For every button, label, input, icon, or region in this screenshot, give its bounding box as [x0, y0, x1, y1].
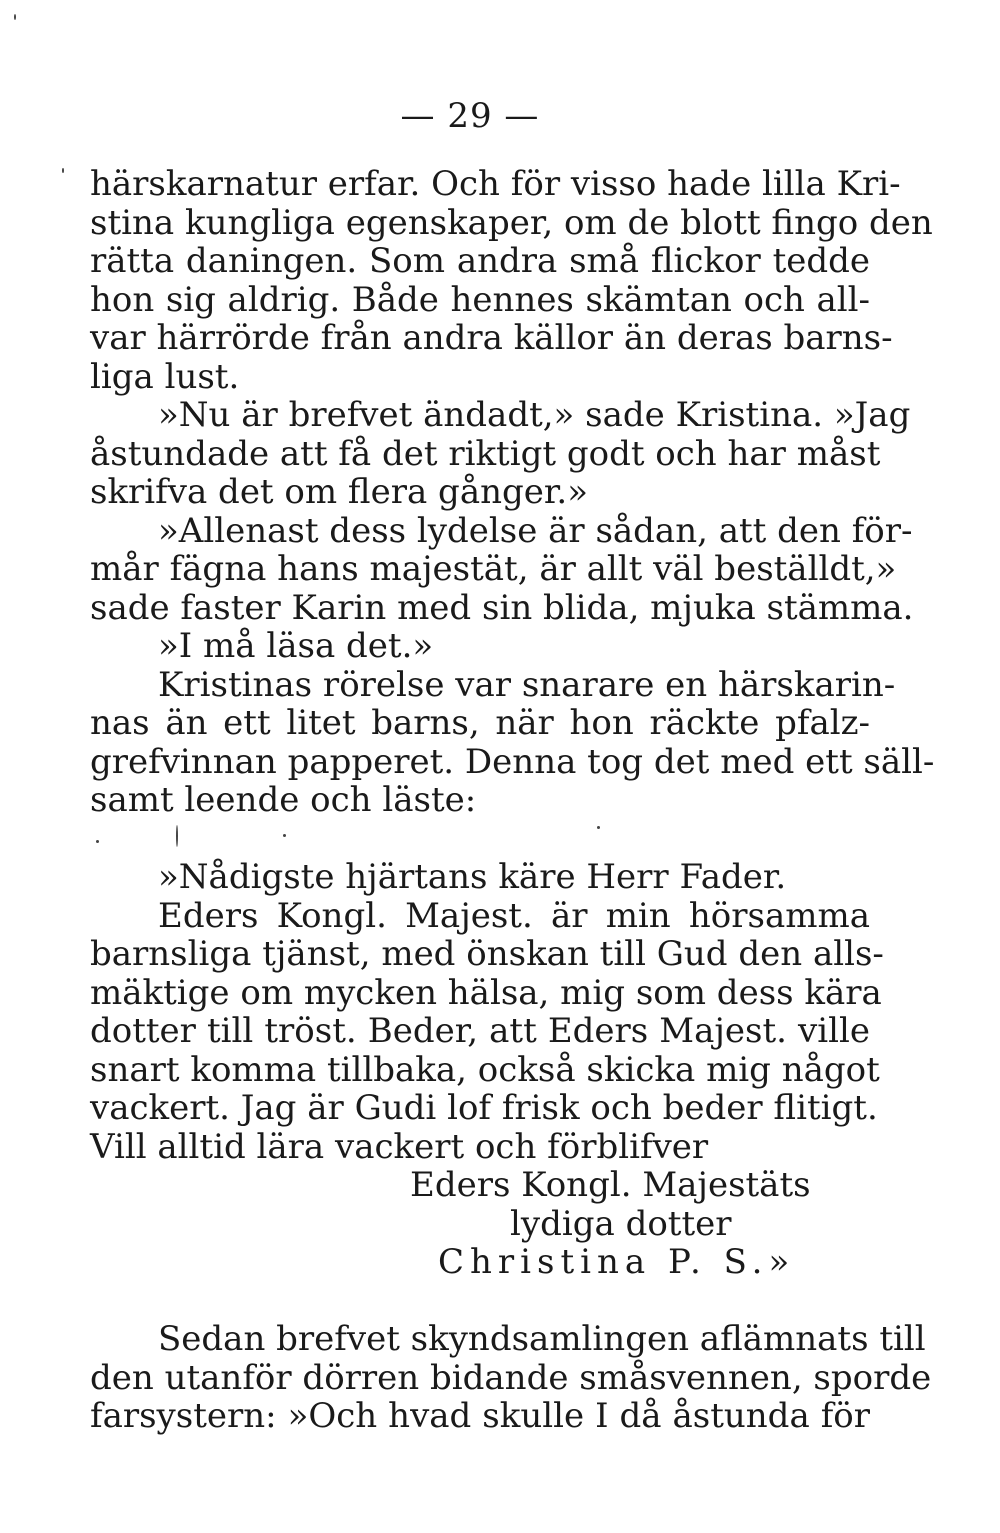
text-line: Eders Kongl. Majest. är min hörsamma	[158, 895, 870, 936]
text-line: åstundade att få det riktigt godt och har måst	[90, 433, 881, 474]
text-line: var härrörde från andra källor än deras barns-	[90, 318, 893, 358]
text-line: mäktige om mycken hälsa, mig som dess kära	[90, 972, 882, 1013]
text-line: lydiga dotter	[510, 1203, 732, 1244]
text-line: barnsliga tjänst, med önskan till Gud den alls-	[90, 934, 884, 974]
body-text	[90, 164, 935, 1436]
print-speck	[176, 825, 178, 847]
page-number: — 29 —	[400, 96, 540, 136]
text-line: »I må läsa det.»	[158, 626, 434, 666]
text-line: skrifva det om flera gånger.»	[90, 472, 588, 512]
text-line: hon sig aldrig. Både hennes skämtan och all-	[90, 279, 870, 320]
text-line: vackert. Jag är Gudi lof frisk och beder flitigt.	[90, 1088, 878, 1128]
text-line: snart komma tillbaka, också skicka mig något	[90, 1049, 880, 1090]
text-line: farsystern: »Och hvad skulle I då åstunda för	[90, 1396, 870, 1436]
text-line: Christina P. S.»	[438, 1242, 796, 1282]
text-line: rätta daningen. Som andra små flickor tedde	[90, 241, 870, 281]
print-speck	[62, 168, 64, 173]
print-speck	[597, 826, 600, 829]
print-speck	[14, 14, 16, 20]
text-line: Sedan brefvet skyndsamlingen aflämnats till	[158, 1319, 926, 1359]
text-line	[90, 820, 870, 859]
text-line: »Allenast dess lydelse är sådan, att den för-	[158, 510, 913, 551]
text-line: mår fägna hans majestät, är allt väl beställdt,»	[90, 549, 897, 589]
text-line: nas än ett litet barns, när hon räckte pfalz-	[90, 703, 870, 743]
text-line: Kristinas rörelse var snarare en härskarin-	[158, 664, 896, 705]
text-line: »Nådigste hjärtans käre Herr Fader.	[158, 857, 787, 897]
text-line: samt leende och läste:	[90, 780, 477, 820]
print-speck	[96, 840, 99, 843]
print-speck	[283, 834, 286, 837]
text-line: Eders Kongl. Majestäts	[410, 1165, 811, 1205]
text-line: dotter till tröst. Beder, att Eders Majest. ville	[90, 1011, 870, 1051]
text-line: grefvinnan papperet. Denna tog det med ett säll-	[90, 741, 935, 782]
text-line: härskarnatur erfar. Och för visso hade lilla Kri-	[90, 164, 901, 204]
text-line: sade faster Karin med sin blida, mjuka stämma.	[90, 587, 914, 628]
text-line: »Nu är brefvet ändadt,» sade Kristina. »Jag	[158, 395, 911, 435]
text-line	[90, 1282, 870, 1321]
text-line: den utanför dörren bidande småsvennen, sporde	[90, 1357, 932, 1398]
text-line: liga lust.	[90, 356, 240, 397]
text-line: Vill alltid lära vackert och förblifver	[90, 1126, 709, 1167]
text-line: stina kungliga egenskaper, om de blott fingo den	[90, 202, 933, 243]
